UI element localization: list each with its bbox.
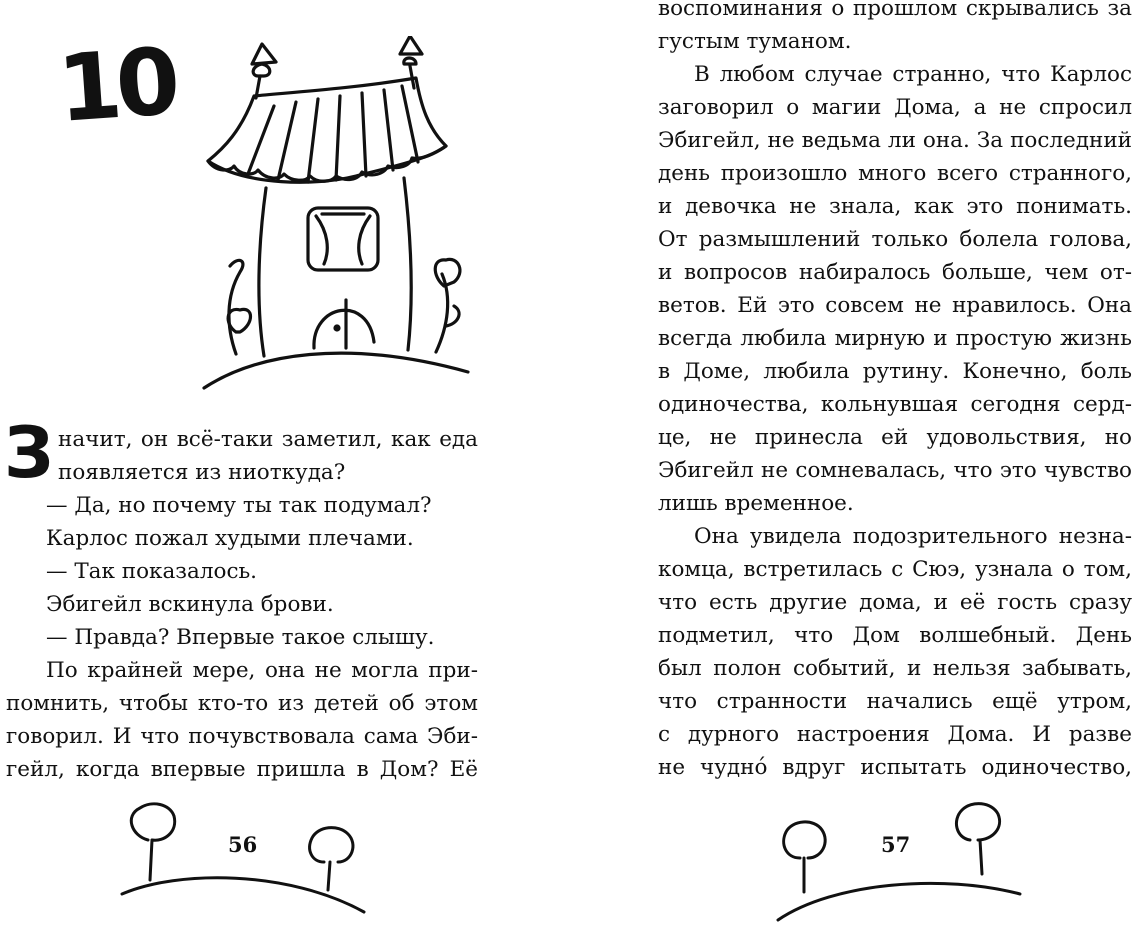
drop-cap: З xyxy=(4,412,54,494)
text-line: По крайней мере, она не могла при- xyxy=(46,658,478,683)
text-line: в Доме, любила рутину. Конечно, боль xyxy=(658,359,1132,384)
right-page xyxy=(568,0,1136,929)
text-line: одиночества, кольнувшая сегодня серд- xyxy=(658,392,1132,417)
house-illustration-icon xyxy=(196,36,486,396)
text-line: гейл, когда впервые пришла в Дом? Её xyxy=(6,757,478,782)
text-line: что есть другие дома, и её гость сразу xyxy=(658,590,1132,615)
text-line: и вопросов набиралось больше, чем от- xyxy=(658,260,1132,285)
text-line: В любом случае странно, что Карлос xyxy=(694,62,1132,87)
text-line: Эбигейл не сомневалась, что это чувство xyxy=(658,458,1132,483)
text-line: От размышлений только болела голова, xyxy=(658,227,1132,252)
text-line: говорил. И что почувствовала сама Эби- xyxy=(6,724,478,749)
text-line: день произошло много всего странного, xyxy=(658,161,1132,186)
text-line: воспоминания о прошлом скрывались за xyxy=(658,0,1132,21)
text-line: появляется из ниоткуда? xyxy=(58,460,346,485)
text-line: Эбигейл, не ведьма ли она. За последний xyxy=(658,128,1132,153)
text-line: ветов. Ей это совсем не нравилось. Она xyxy=(658,293,1132,318)
text-line: комца, встретилась с Сюэ, узнала о том, xyxy=(658,557,1132,582)
text-line: густым туманом. xyxy=(658,29,852,54)
page-number: 56 xyxy=(228,832,258,857)
text-line: лишь временное. xyxy=(658,491,854,516)
text-line: — Так показалось. xyxy=(46,559,258,584)
text-line: всегда любила мирную и простую жизнь xyxy=(658,326,1132,351)
text-line: це, не принесла ей удовольствия, но xyxy=(658,425,1132,450)
text-line: — Правда? Впервые такое слышу. xyxy=(46,625,435,650)
text-line: заговорил о магии Дома, а не спросил xyxy=(658,95,1132,120)
text-line: начит, он всё-таки заметил, как еда xyxy=(58,427,478,452)
chapter-number: 10 xyxy=(54,28,178,143)
page-number: 57 xyxy=(881,832,911,857)
text-line: Она увидела подозрительного незна- xyxy=(694,524,1132,549)
text-line: что странности начались ещё утром, xyxy=(658,689,1132,714)
footer-trees-illustration-icon xyxy=(118,800,368,929)
text-line: подметил, что Дом волшебный. День xyxy=(658,623,1132,648)
text-line: — Да, но почему ты так подумал? xyxy=(46,493,432,518)
text-line: не чудно́ вдруг испытать одиночество, xyxy=(658,755,1132,780)
text-line: и девочка не знала, как это понимать. xyxy=(658,194,1132,219)
text-line: был полон событий, и нельзя забывать, xyxy=(658,656,1132,681)
text-line: Эбигейл вскинула брови. xyxy=(46,592,334,617)
text-line: помнить, чтобы кто-то из детей об этом xyxy=(6,691,478,716)
footer-trees-illustration-icon xyxy=(774,798,1024,929)
text-line: с дурного настроения Дома. И разве xyxy=(658,722,1132,747)
text-line: Карлос пожал худыми плечами. xyxy=(46,526,414,551)
